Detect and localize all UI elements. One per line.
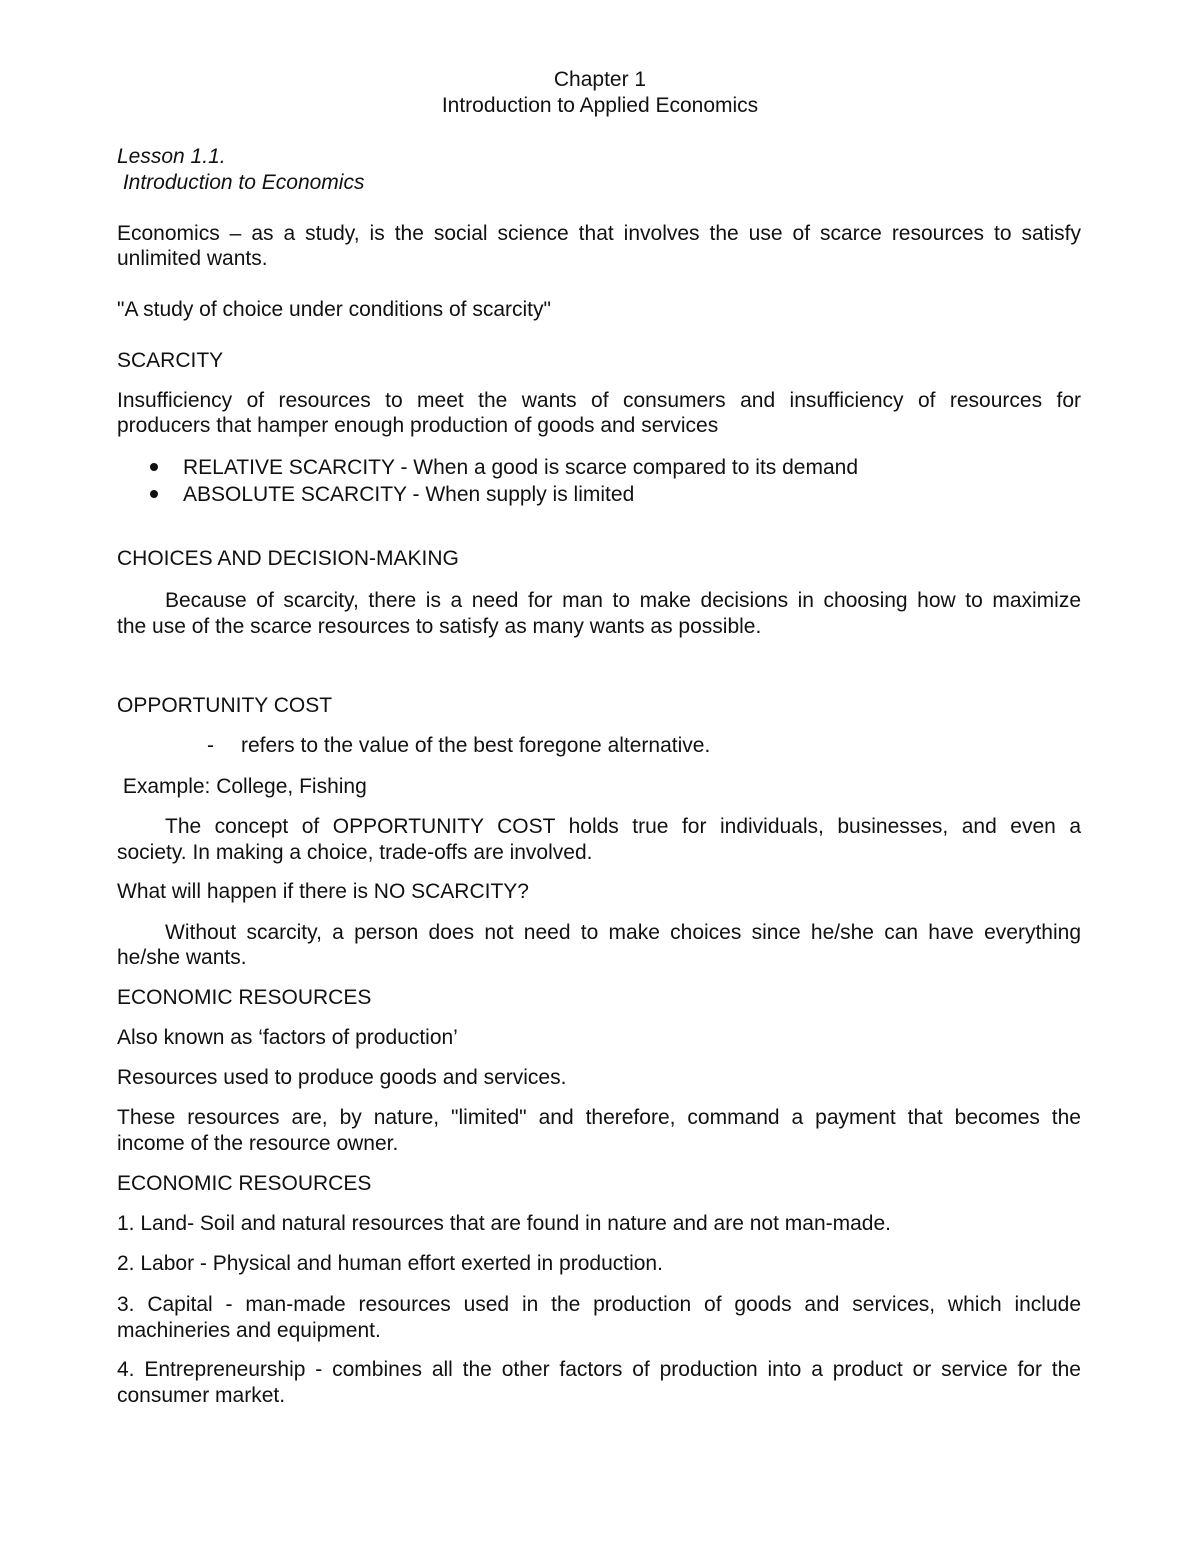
resource-capital-line-1: 3. Capital - man-made resources used in the production of goods and services, which include	[117, 1293, 1081, 1316]
lesson-title: Introduction to Economics	[117, 171, 365, 194]
no-scarcity-answer-line-1: Without scarcity, a person does not need to make choices since he/she can have everything	[165, 921, 1081, 944]
opportunity-concept-line-1: The concept of OPPORTUNITY COST holds true for individuals, businesses, and even a	[165, 815, 1081, 838]
bullet-icon	[150, 463, 158, 471]
resources-limited-line-2: income of the resource owner.	[117, 1132, 399, 1155]
chapter-number: Chapter 1	[553, 68, 647, 91]
definition-line-2: unlimited wants.	[117, 247, 268, 270]
bullet-relative-scarcity: RELATIVE SCARCITY - When a good is scarce compared to its demand	[183, 456, 859, 479]
choices-heading: CHOICES AND DECISION-MAKING	[117, 547, 459, 570]
lesson-number: Lesson 1.1.	[117, 145, 226, 168]
resources-limited-line-1: These resources are, by nature, "limited" and therefore, command a payment that becomes the	[117, 1106, 1081, 1129]
scarcity-line-2: producers that hamper enough production of goods and services	[117, 414, 719, 437]
no-scarcity-answer-line-2: he/she wants.	[117, 946, 247, 969]
resources-aka: Also known as ‘factors of production’	[117, 1026, 458, 1049]
resources-used: Resources used to produce goods and services.	[117, 1066, 567, 1089]
bullet-icon	[150, 490, 158, 498]
resources-heading: ECONOMIC RESOURCES	[117, 986, 372, 1009]
chapter-title: Introduction to Applied Economics	[441, 94, 759, 117]
resource-entrepreneurship-line-2: consumer market.	[117, 1384, 286, 1407]
scarcity-heading: SCARCITY	[117, 349, 224, 372]
scarcity-line-1: Insufficiency of resources to meet the wants of consumers and insufficiency of resources for	[117, 389, 1081, 412]
opportunity-heading: OPPORTUNITY COST	[117, 694, 333, 717]
opportunity-definition: refers to the value of the best foregone alternative.	[241, 734, 711, 757]
opportunity-dash: -	[207, 734, 214, 757]
choices-line-1: Because of scarcity, there is a need for man to make decisions in choosing how to maximize	[165, 589, 1081, 612]
resource-labor: 2. Labor - Physical and human effort exerted in production.	[117, 1252, 663, 1275]
economics-quote: "A study of choice under conditions of scarcity"	[117, 298, 551, 321]
no-scarcity-question: What will happen if there is NO SCARCITY?	[117, 880, 529, 903]
resource-capital-line-2: machineries and equipment.	[117, 1319, 381, 1342]
bullet-absolute-scarcity: ABSOLUTE SCARCITY - When supply is limited	[183, 483, 635, 506]
choices-line-2: the use of the scarce resources to satisfy as many wants as possible.	[117, 615, 762, 638]
resource-land: 1. Land- Soil and natural resources that are found in nature and are not man-made.	[117, 1212, 891, 1235]
opportunity-concept-line-2: society. In making a choice, trade-offs are involved.	[117, 841, 593, 864]
resource-entrepreneurship-line-1: 4. Entrepreneurship - combines all the other factors of production into a product or service for the	[117, 1358, 1081, 1381]
definition-line-1: Economics – as a study, is the social science that involves the use of scarce resources to satisfy	[117, 222, 1081, 245]
opportunity-example: Example: College, Fishing	[117, 775, 367, 798]
resources-heading-2: ECONOMIC RESOURCES	[117, 1172, 372, 1195]
